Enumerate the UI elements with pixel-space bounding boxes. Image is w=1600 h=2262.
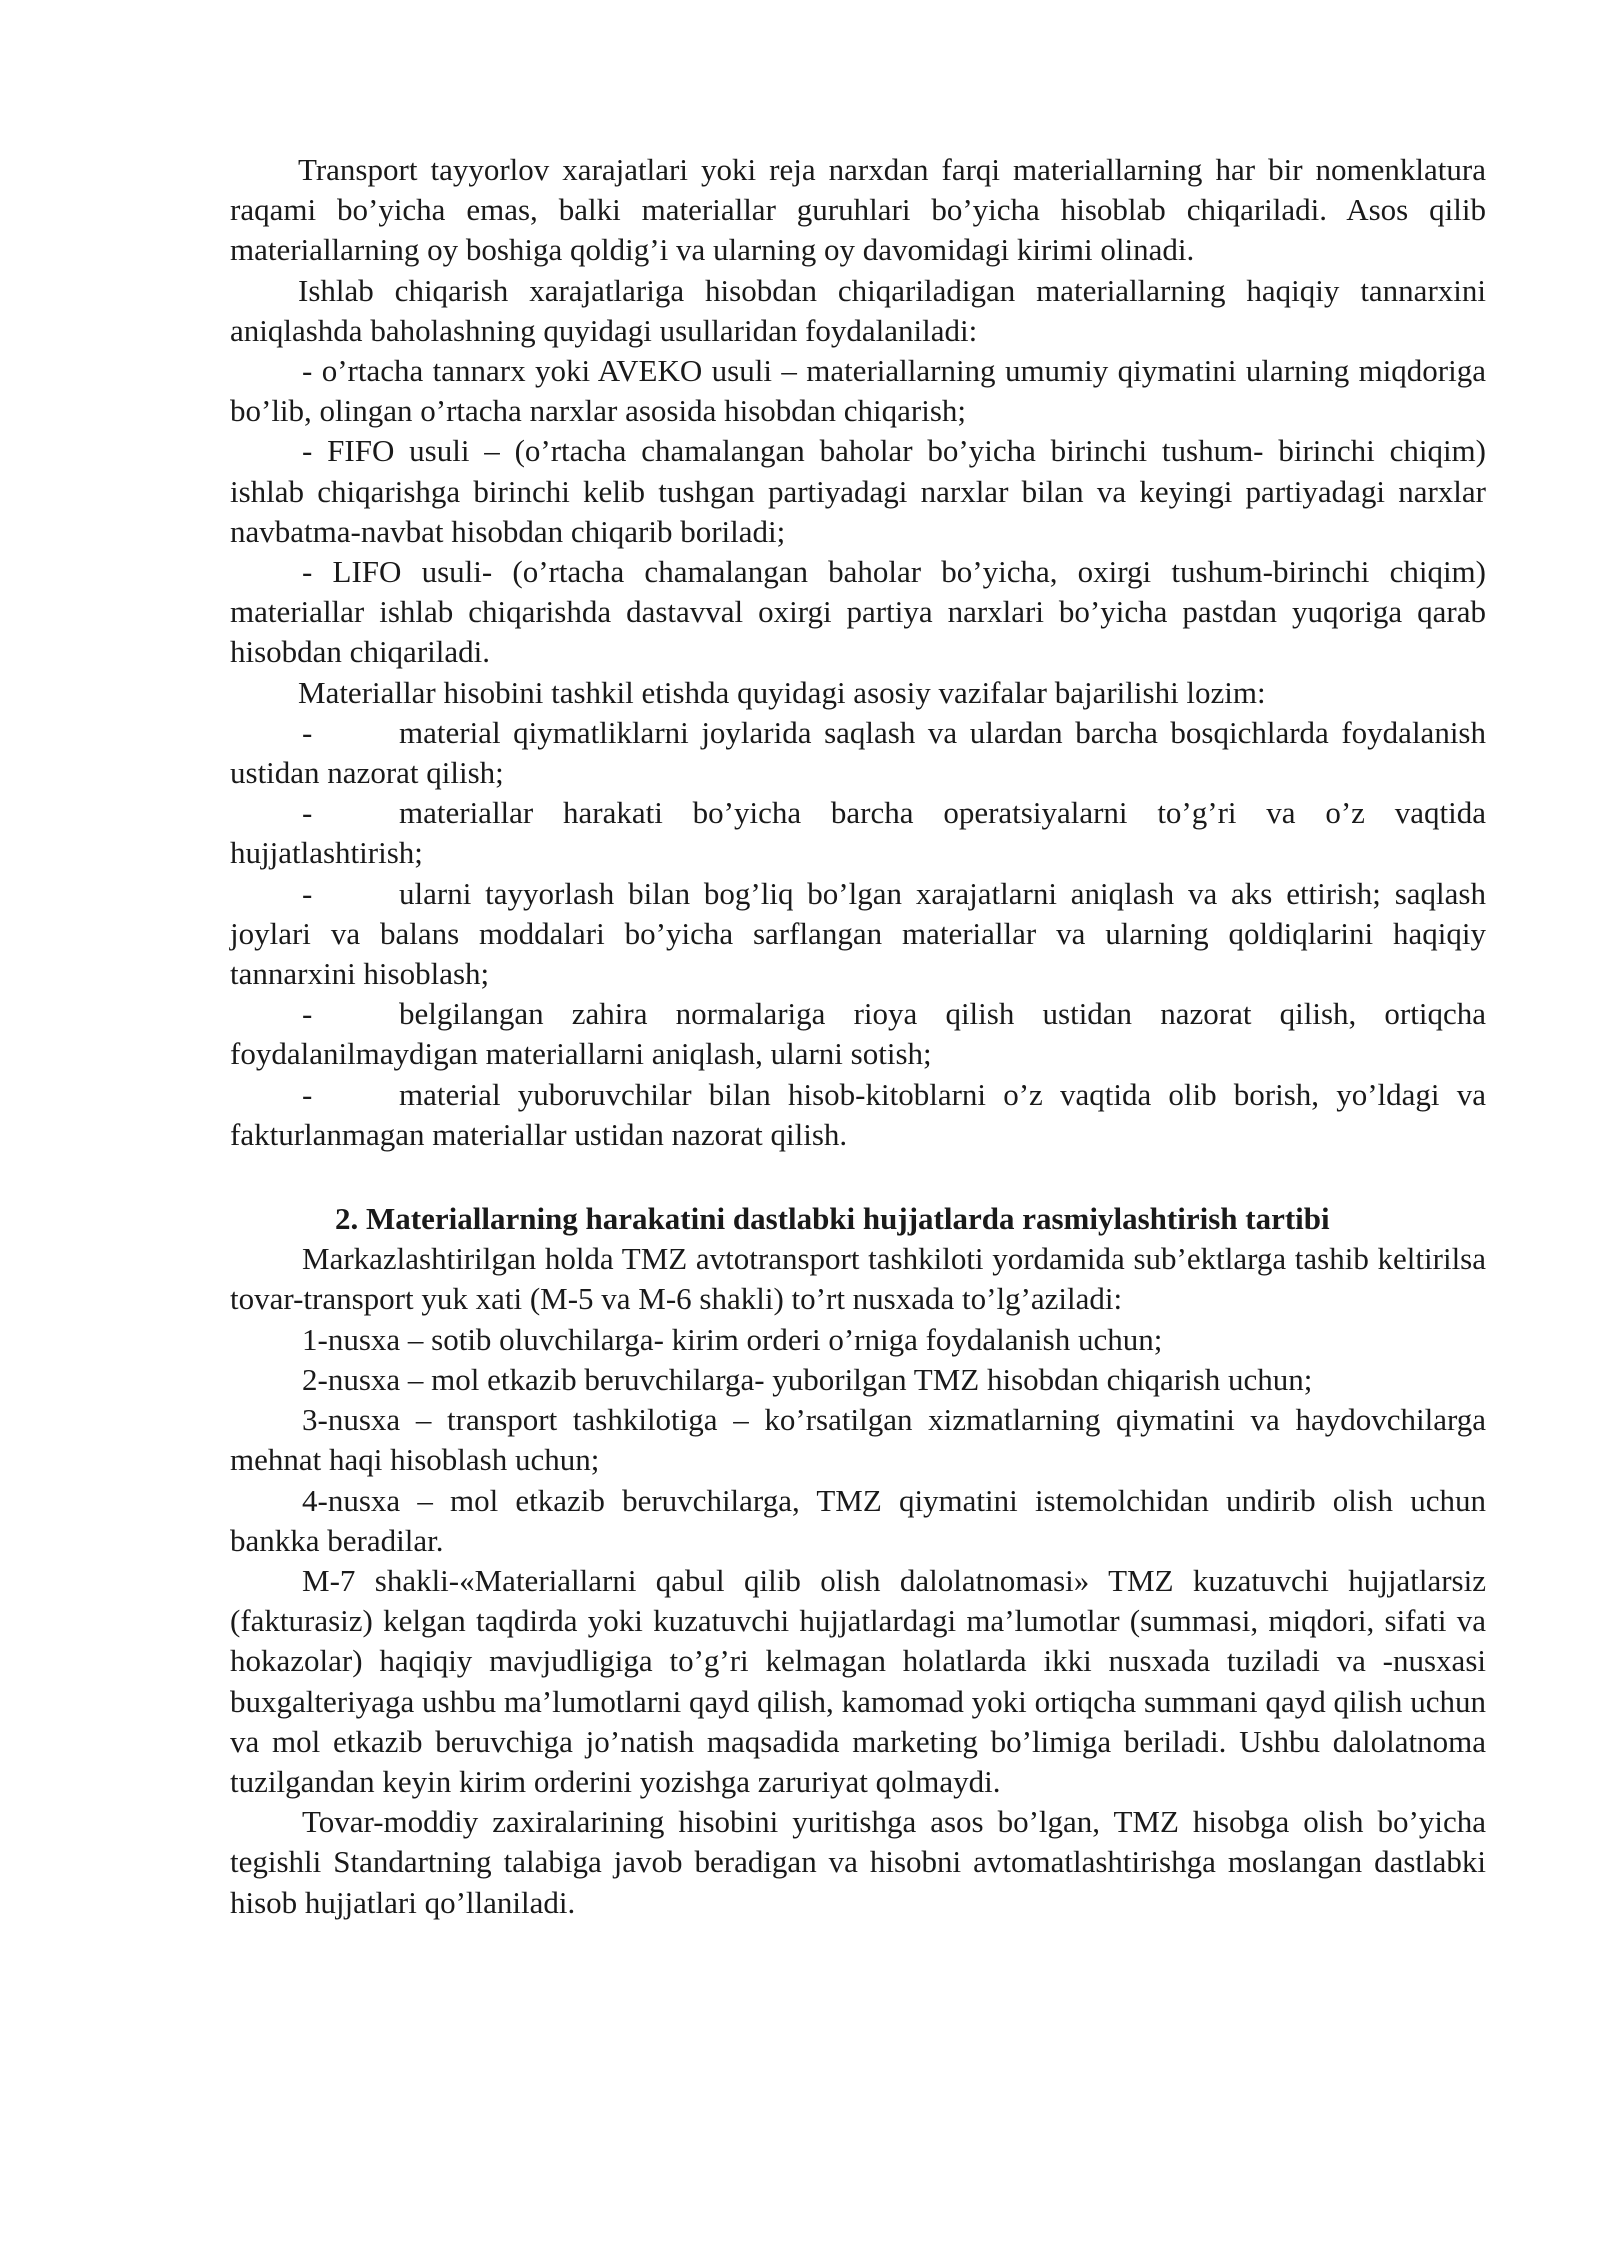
paragraph-valuation-methods: Ishlab chiqarish xarajatlariga hisobdan chiqariladigan materiallarning haqiqiy tannarxini aniqlashda baholashning quyidagi usullaridan foydalaniladi: bbox=[230, 272, 1486, 348]
list-item-text: materiallar harakati bo’yicha barcha operatsiyalarni to’g’ri va o’z vaqtida hujjatlashtirish; bbox=[230, 795, 1486, 871]
list-dash: - bbox=[302, 714, 313, 750]
list-item bbox=[230, 994, 1486, 1074]
paragraph-waybill: Markazlashtirilgan holda TMZ avtotransport tashkiloti yordamida sub’ektlarga tashib keltirilsa tovar-transport yuk xati (M-5 va M-6 shakli) to’rt nusxada to’lg’aziladi: bbox=[230, 1241, 1486, 1317]
paragraph-tasks-intro: Materiallar hisobini tashkil etishda quyidagi asosiy vazifalar bajarilishi lozim: bbox=[298, 674, 1266, 710]
list-dash: - bbox=[302, 875, 313, 911]
list-item-text: material qiymatliklarni joylarida saqlash va ulardan barcha bosqichlarda foydalanish ustidan nazorat qilish; bbox=[230, 714, 1486, 791]
list-item bbox=[230, 713, 1486, 793]
paragraph-copy-1: 1-nusxa – sotib oluvchilarga- kirim orderi o’rniga foydalanish uchun; bbox=[302, 1321, 1163, 1357]
document-page bbox=[230, 150, 1486, 1923]
paragraph-copy-2: 2-nusxa – mol etkazib beruvchilarga- yuborilgan TMZ hisobdan chiqarish uchun; bbox=[302, 1361, 1313, 1397]
list-item-text: belgilangan zahira normalariga rioya qilish ustidan nazorat qilish, ortiqcha foydalanilmaydigan materiallarni aniqlash, ularni sotish; bbox=[230, 996, 1486, 1072]
paragraph-fifo-method: - FIFO usuli – (o’rtacha chamalangan baholar bo’yicha birinchi tushum- birinchi chiqim) ishlab chiqarishga birinchi kelib tushgan partiyadagi narxlar bilan va keyingi partiyadagi narxlar navbatma-navbat hisobdan chiqarib boriladi; bbox=[230, 433, 1486, 549]
paragraph-m7-form: M-7 shakli-«Materiallarni qabul qilib olish dalolatnomasi» TMZ kuzatuvchi hujjatlarsiz (fakturasiz) kelgan taqdirda yoki kuzatuvchi hujjatlardagi ma’lumotlar (summasi, miqdori, sifati va hokazolar) haqiqiy mavjudligiga to’g’ri kelmagan holatlarda ikki nusxada tuziladi va -nusxasi buxgalteriyaga ushbu ma’lumotlarni qayd qilish, kamomad yoki ortiqcha summani qayd qilish uchun va mol etkazib beruvchiga jo’natish maqsadida marketing bo’limiga beriladi. Ushbu dalolatnoma tuzilgandan keyin kirim orderini yozishga zaruriyat qolmaydi. bbox=[230, 1562, 1486, 1799]
list-item bbox=[230, 874, 1486, 995]
list-dash: - bbox=[302, 996, 313, 1032]
list-item-text: ularni tayyorlash bilan bog’liq bo’lgan xarajatlarni aniqlash va aks ettirish; saqlash joylari va balans moddalari bo’yicha sarflangan materiallar va ularning qoldiqlarini haqiqiy tannarxini hisoblash; bbox=[230, 875, 1486, 992]
list-item bbox=[230, 793, 1486, 873]
list-item bbox=[230, 1075, 1486, 1155]
paragraph-lifo-method: - LIFO usuli- (o’rtacha chamalangan baholar bo’yicha, oxirgi tushum-birinchi chiqim) materiallar ishlab chiqarishda dastavval oxirgi partiya narxlari bo’yicha pastdan yuqoriga qarab hisobdan chiqariladi. bbox=[230, 554, 1486, 670]
section-spacer bbox=[230, 1155, 1486, 1199]
paragraph-primary-documents: Tovar-moddiy zaxiralarining hisobini yuritishga asos bo’lgan, TMZ hisobga olish bo’yicha tegishli Standartning talabiga javob beradigan va hisobni avtomatlashtirishga moslangan dastlabki hisob hujjatlari qo’llaniladi. bbox=[230, 1804, 1486, 1920]
list-item-text: material yuboruvchilar bilan hisob-kitoblarni o’z vaqtida olib borish, yo’ldagi va fakturlanmagan materiallar ustidan nazorat qilish. bbox=[230, 1076, 1486, 1152]
list-dash: - bbox=[302, 1076, 313, 1112]
list-dash: - bbox=[302, 795, 313, 831]
paragraph-transport-costs: Transport tayyorlov xarajatlari yoki reja narxdan farqi materiallarning har bir nomenklatura raqami bo’yicha emas, balki materiallar guruhlari bo’yicha hisoblab chiqariladi. Asos qilib materiallarning oy boshiga qoldig’i va ularning oy davomidagi kirimi olinadi. bbox=[230, 152, 1486, 268]
paragraph-aveko-method: - o’rtacha tannarx yoki AVEKO usuli – materiallarning umumiy qiymatini ularning miqdoriga bo’lib, olingan o’rtacha narxlar asosida hisobdan chiqarish; bbox=[230, 353, 1486, 429]
section-heading: 2. Materiallarning harakatini dastlabki hujjatlarda rasmiylashtirish tartibi bbox=[335, 1201, 1330, 1237]
paragraph-copy-4: 4-nusxa – mol etkazib beruvchilarga, TMZ qiymatini istemolchidan undirib olish uchun bankka beradilar. bbox=[230, 1482, 1486, 1558]
paragraph-copy-3: 3-nusxa – transport tashkilotiga – ko’rsatilgan xizmatlarning qiymatini va haydovchilarga mehnat haqi hisoblash uchun; bbox=[230, 1402, 1486, 1478]
